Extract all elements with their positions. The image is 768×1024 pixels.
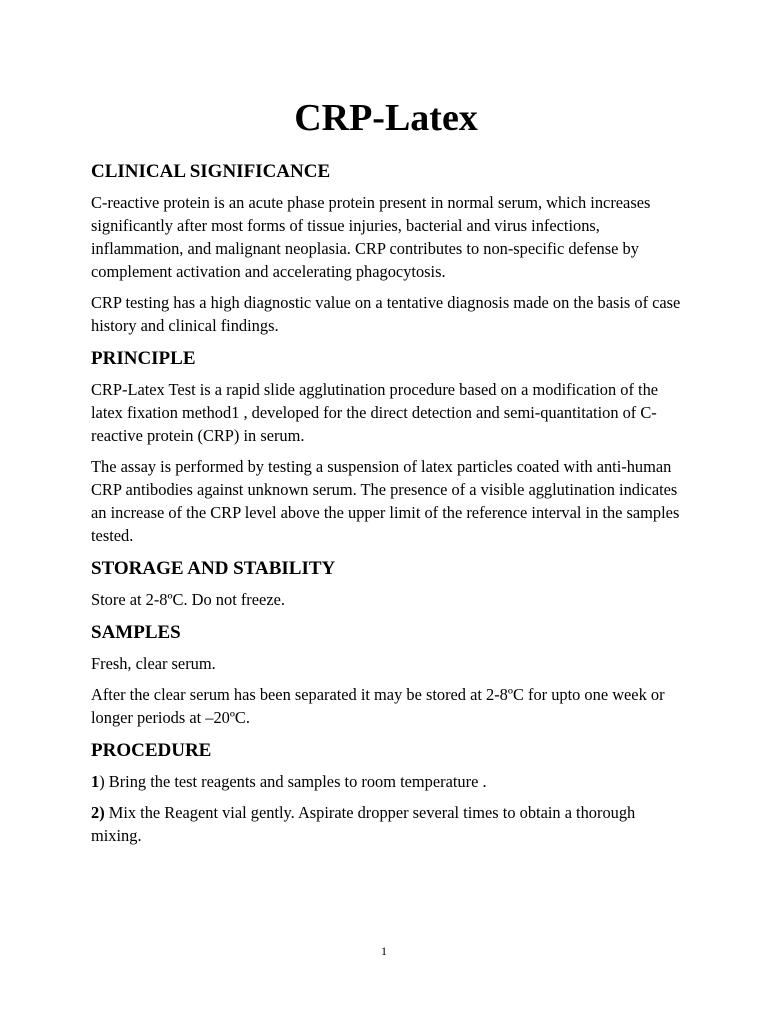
procedure-step-1 — [91, 770, 681, 793]
samples-paragraph-2: After the clear serum has been separated it may be stored at 2-8ºC for upto one week or longer periods at –20ºC. — [91, 685, 665, 727]
procedure-step-2-number: 2) — [91, 803, 105, 822]
samples-paragraph-1: Fresh, clear serum. — [91, 654, 216, 673]
samples-heading: SAMPLES — [91, 622, 181, 643]
clinical-significance-section — [91, 160, 681, 337]
storage-paragraph: Store at 2-8ºC. Do not freeze. — [91, 590, 285, 609]
principle-section — [91, 347, 681, 547]
procedure-step-1-paren: ) — [99, 772, 105, 791]
samples-section — [91, 621, 681, 729]
storage-section — [91, 557, 681, 611]
clinical-significance-heading: CLINICAL SIGNIFICANCE — [91, 161, 331, 182]
procedure-step-1-number: 1 — [91, 772, 100, 791]
clinical-significance-paragraph-2: CRP testing has a high diagnostic value on a tentative diagnosis made on the basis of case history and clinical findings. — [91, 293, 681, 335]
procedure-step-1-text: Bring the test reagents and samples to room temperature . — [104, 772, 487, 791]
document-title: CRP-Latex — [294, 97, 478, 139]
clinical-significance-paragraph-1: C-reactive protein is an acute phase protein present in normal serum, which increases significantly after most forms of tissue injuries, bacterial and virus infections, inflammation, and malignant neoplasia. CRP contributes to non-specific defense by complement activation and accelerating phagocytosis. — [91, 193, 651, 281]
procedure-section — [91, 739, 681, 847]
procedure-step-2-text: Mix the Reagent vial gently. Aspirate dropper several times to obtain a thorough mixing. — [91, 803, 636, 845]
page-number: 1 — [381, 944, 387, 958]
principle-heading: PRINCIPLE — [91, 348, 196, 369]
procedure-step-2 — [91, 801, 681, 847]
storage-heading: STORAGE AND STABILITY — [91, 558, 336, 579]
document-body — [91, 92, 681, 857]
principle-paragraph-2: The assay is performed by testing a suspension of latex particles coated with anti-human CRP antibodies against unknown serum. The presence of a visible agglutination indicates an increase of the CRP level above the upper limit of the reference interval in the samples tested. — [91, 457, 680, 545]
procedure-heading: PROCEDURE — [91, 740, 212, 761]
principle-paragraph-1: CRP-Latex Test is a rapid slide agglutination procedure based on a modification of the latex fixation method1 , developed for the direct detection and semi-quantitation of C-reactive protein (CRP) in serum. — [91, 380, 659, 445]
